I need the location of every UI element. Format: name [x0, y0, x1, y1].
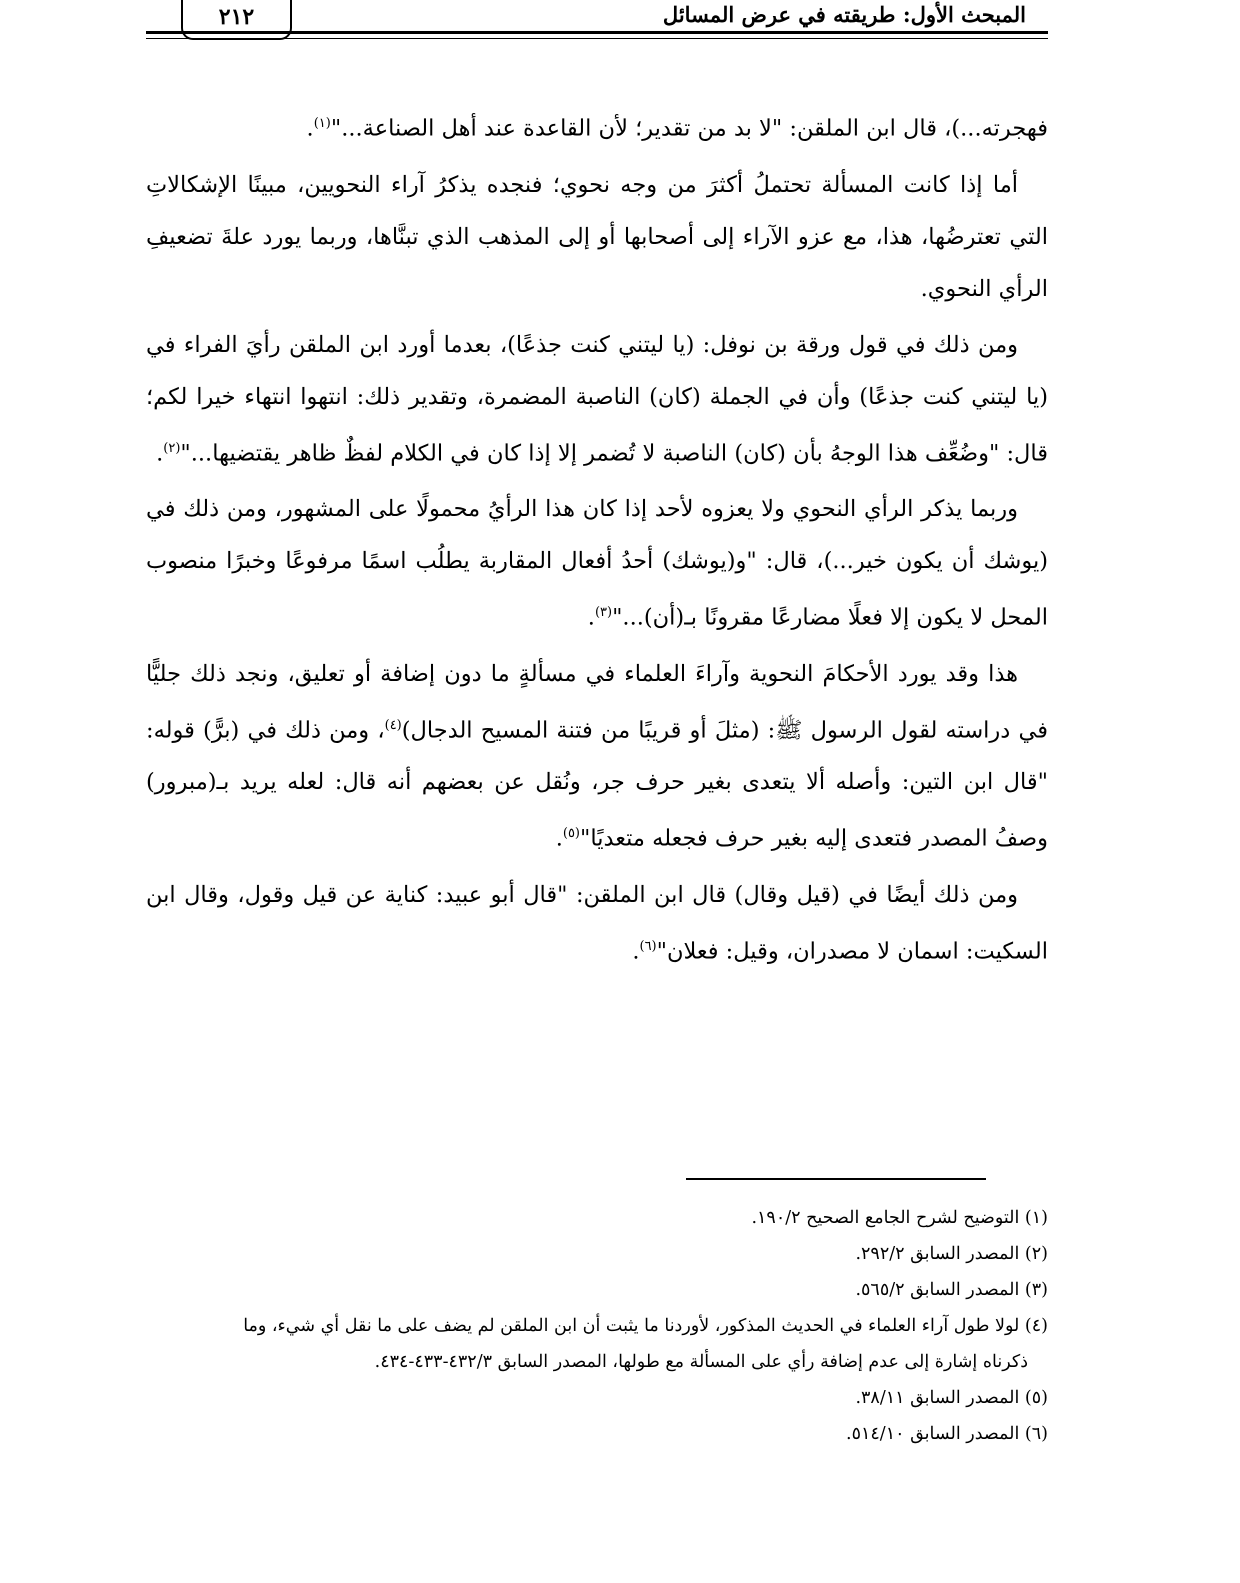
paragraph-2: أما إذا كانت المسألة تحتملُ أكثرَ من وجه نحوي؛ فنجده يذكرُ آراء النحويين، مبينًا الإشكالاتِ التي تعترضُها، هذا، مع عزو الآراء إلى أصحابها أو إلى المذهب الذي تبنَّاها، وربما يورد علةَ تضعيفِ الرأي النحوي.: [146, 171, 1048, 302]
footnote-2: (٢) المصدر السابق ٢٩٢/٢.: [855, 1244, 1048, 1264]
paragraph-3: ومن ذلك في قول ورقة بن نوفل: (يا ليتني كنت جذعًا)، بعدما أورد ابن الملقن رأيَ الفراء في (يا ليتني كنت جذعًا) وأن في الجملة (كان) الناصبة المضمرة، وتقدير ذلك: انتهوا انتهاء خيرا لكم؛ قال: "وضُعِّف هذا الوجهُ بأن (كان) الناصبة لا تُضمر إلا إذا كان في الكلام لفظٌ ظاهر يقتضيها..."$^{(٢)}$.: [146, 331, 1048, 466]
page-number: ٢١٢: [181, 0, 292, 40]
footnote-5: (٥) المصدر السابق ٣٨/١١.: [855, 1388, 1048, 1408]
header-rule-thin: [146, 38, 1048, 39]
footnote-4-line-2: ذكرناه إشارة إلى عدم إضافة رأي على المسألة مع طولها، المصدر السابق ٤٣٢/٣-٤٣٣-٤٣٤.: [374, 1352, 1028, 1372]
footnote-6: (٦) المصدر السابق ٥١٤/١٠.: [846, 1424, 1048, 1444]
footnote-ref-1: (١): [313, 116, 331, 131]
footnote-4: [146, 1308, 1048, 1380]
footnote-ref-6: (٦): [639, 938, 657, 954]
footnote-ref-4: (٤): [384, 717, 402, 733]
footnote-4-line-1: (٤) لولا طول آراء العلماء في الحديث المذكور، لأوردنا ما يثبت أن ابن الملقن لم يضف على ما نقل أي شيء، وما: [243, 1316, 1048, 1336]
footnotes: [146, 1200, 1048, 1452]
footnote-ref-2: (٢): [163, 440, 181, 456]
header-rule-thick: [146, 31, 1048, 34]
footnote-1: (١) التوضيح لشرح الجامع الصحيح ١٩٠/٢.: [751, 1208, 1048, 1228]
paragraph-4: وربما يذكر الرأي النحوي ولا يعزوه لأحد إذا كان هذا الرأيُ محمولًا على المشهور، ومن ذلك في (يوشك أن يكون خير...)، قال: "و(يوشك) أحدُ أفعال المقاربة يطلُب اسمًا مرفوعًا وخبرًا منصوب المحل لا يكون إلا فعلًا مضارعًا مقرونًا بـ(أن)..."$^{(٣)}$.: [146, 496, 1048, 631]
paragraph-5: هذا وقد يورد الأحكامَ النحوية وآراءَ العلماء في مسألةٍ ما دون إضافة أو تعليق، ونجد ذلك جليًّا في دراسته لقول الرسول ﷺ: (مثلَ أو قريبًا من فتنة المسيح الدجال)$^{(٤)}$، ومن ذلك في (برًّ) قوله: "قال ابن التين: وأصله ألا يتعدى بغير حرف جر، ونُقل عن بعضهم أنه قال: لعله يريد بـ(مبرور) وصفُ المصدر فتعدى إليه بغير حرف فجعله متعديًا"$^{(٥)}$.: [146, 660, 1048, 852]
footnote-ref-3: (٣): [594, 605, 613, 620]
footnote-ref-5: (٥): [562, 826, 580, 841]
footnote-3: (٣) المصدر السابق ٥٦٥/٢.: [855, 1280, 1048, 1300]
section-title: المبحث الأول: طريقته في عرض المسائل: [662, 2, 1026, 27]
main-text: [146, 98, 1048, 981]
paragraph-1: فهجرته...)، قال ابن الملقن: "لا بد من تقدير؛ لأن القاعدة عند أهل الصناعة..."$^{(١)}$.: [306, 115, 1048, 142]
footnote-separator: [686, 1178, 986, 1180]
paragraph-6: ومن ذلك أيضًا في (قيل وقال) قال ابن الملقن: "قال أبو عبيد: كناية عن قيل وقول، وقال ابن السكيت: اسمان لا مصدران، وقيل: فعلان"$^{(٦)}$.: [146, 881, 1048, 964]
